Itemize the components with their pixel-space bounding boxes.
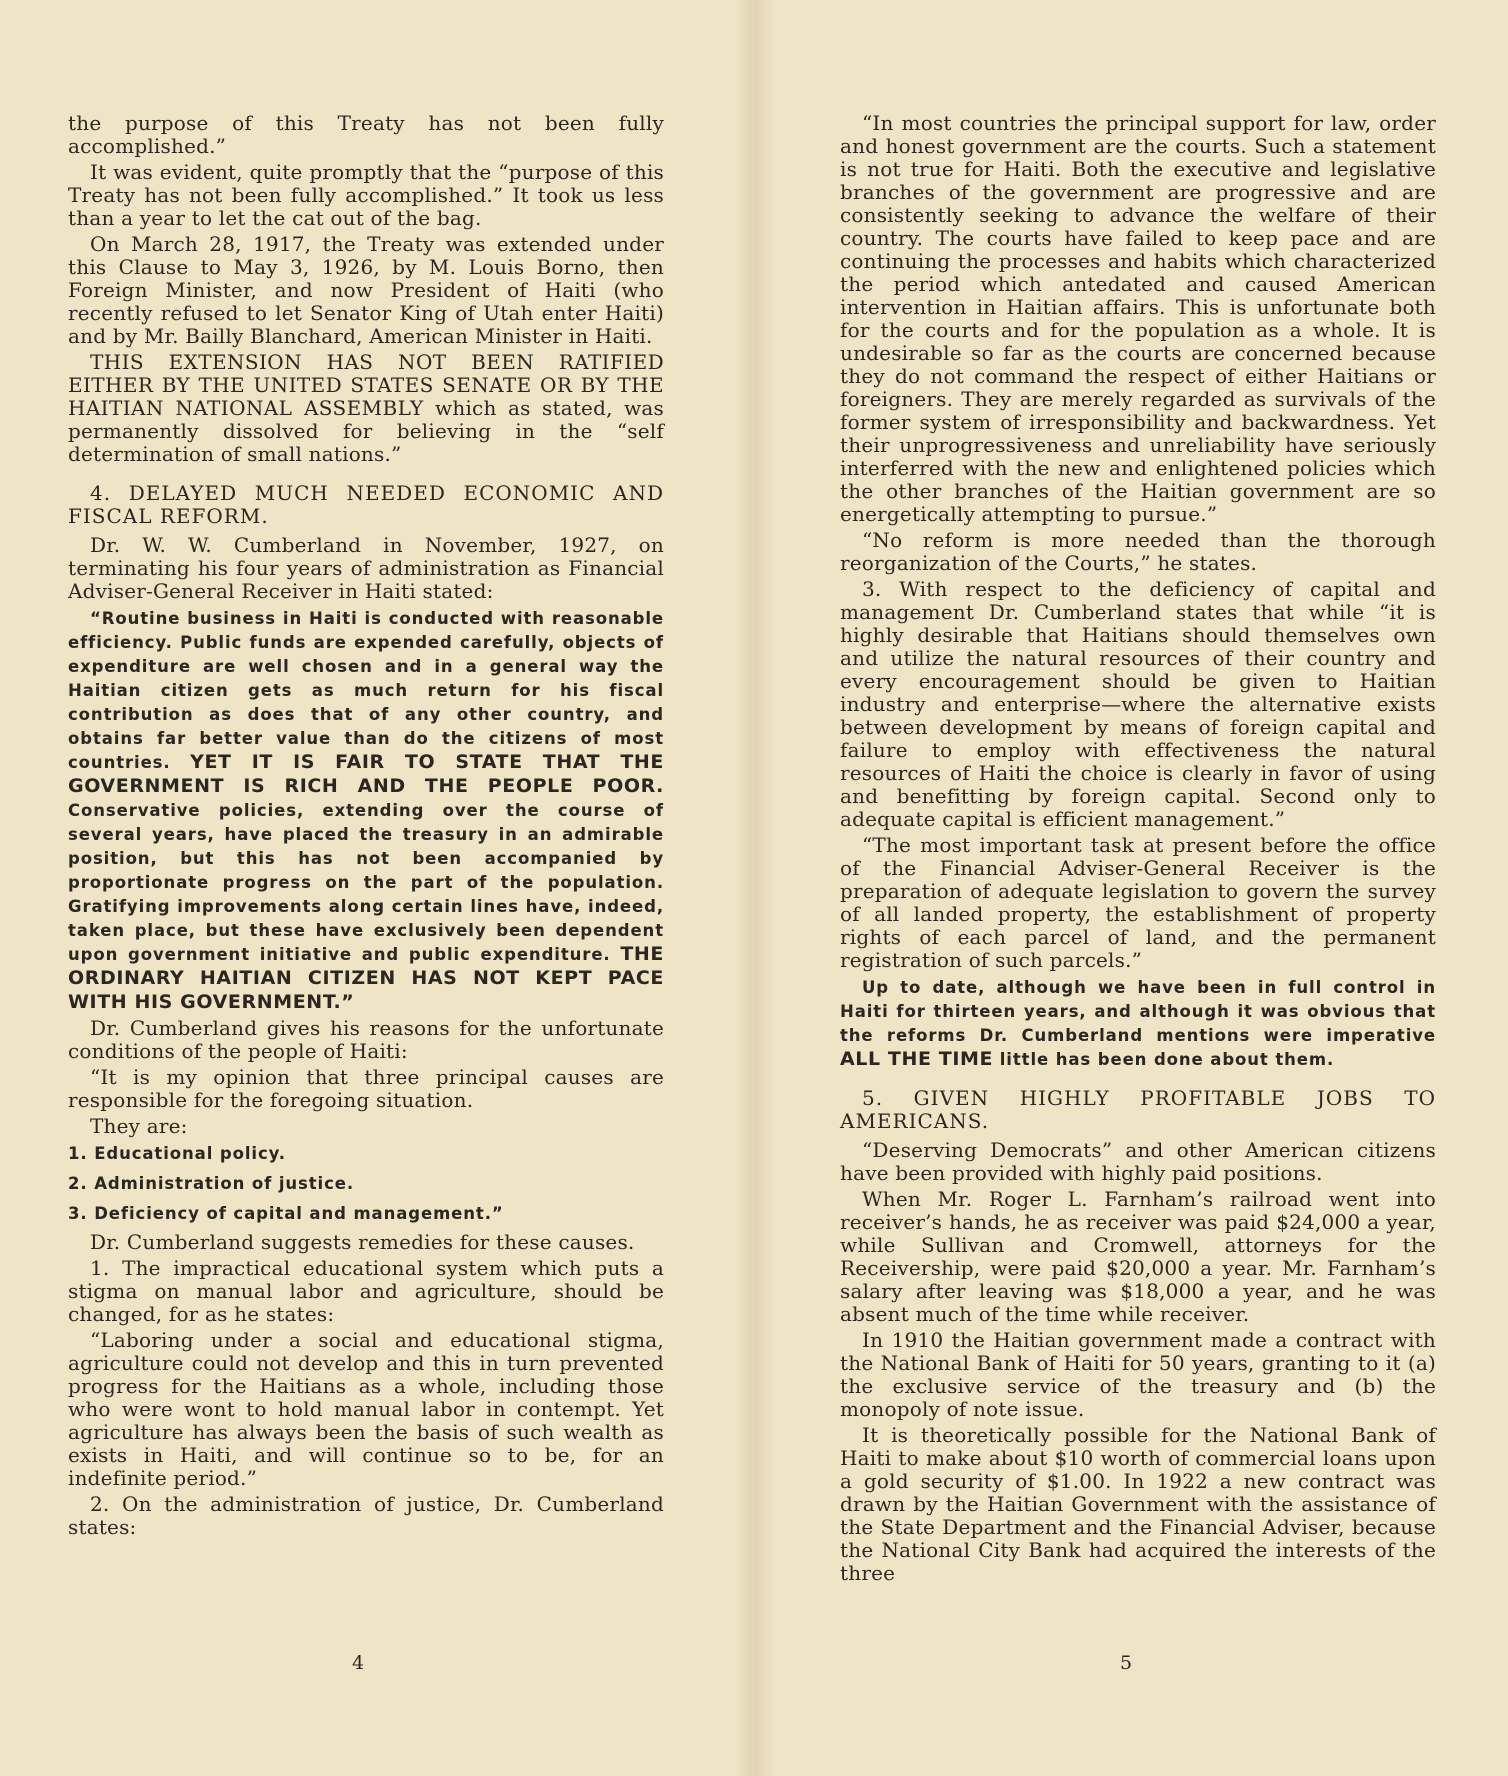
text-segment: Dr. Cumberland gives his reasons for the unfortunate conditions of the people of Haiti: <box>68 1016 664 1063</box>
paragraph <box>840 1329 1436 1421</box>
text-segment: 2. Administration of justice. <box>68 1174 355 1193</box>
text-segment: “The most important task at present before the office of the Financial Adviser-General Receiver is the preparation of adequate legislation to govern the survey of all landed property, the establishment of property rights of each parcel of land, and the permanent registration of such parcels.” <box>840 833 1436 972</box>
text-segment: 4. DELAYED MUCH NEEDED ECONOMIC AND FISCAL REFORM. <box>68 481 664 528</box>
text-segment: “No reform is more needed than the thorough reorganization of the Courts,” he states. <box>840 528 1436 575</box>
paragraph <box>840 578 1436 831</box>
paragraph <box>68 1115 664 1138</box>
text-segment: 3. With respect to the deficiency of capital and management Dr. Cumberland states that while “it is highly desirable that Haitians should themselves own and utilize the natural resources of their country and every encouragement should be given to Haitian industry and enterprise—where the alternative exists between development by means of foreign capital and failure to employ with effectiveness the natural resources of Haiti the choice is clearly in favor of using and benefitting by foreign capital. Second only to adequate capital is efficient management.” <box>840 577 1436 831</box>
paragraph <box>68 1329 664 1490</box>
text-segment: Up to date, although we have been in full control in Haiti for thirteen years, and although it was obvious that the reforms Dr. Cumberland mentions were imperative <box>840 978 1436 1045</box>
text-segment: “Laboring under a social and educational stigma, agriculture could not develop and this in turn prevented progress for the Haitians as a whole, including those who were wont to hold manual labor in contempt. Yet agriculture has always been the basis of such wealth as exists in Haiti, and will continue so to be, for an indefinite period.” <box>68 1328 664 1490</box>
paragraph <box>68 112 664 158</box>
text-segment: 1. The impractical educational system which puts a stigma on manual labor and agriculture, should be changed, for as he states: <box>68 1256 664 1326</box>
paragraph <box>68 534 664 603</box>
page-number-left: 4 <box>352 1652 365 1674</box>
list-item <box>68 1171 664 1195</box>
text-segment: On March 28, 1917, the Treaty was extended under this Clause to May 3, 1926, by M. Louis Borno, then Foreign Minister, and now President of Haiti (who recently refused to let Senator King of Utah enter Haiti) and by Mr. Bailly Blanchard, American Minister in Haiti. <box>68 232 664 348</box>
paragraph <box>68 1231 664 1254</box>
paragraph <box>68 1493 664 1539</box>
page-5-text <box>840 112 1436 1588</box>
list-item <box>68 1201 664 1225</box>
paragraph <box>68 233 664 348</box>
paragraph <box>840 1139 1436 1185</box>
text-segment: THIS EXTENSION HAS NOT BEEN RATIFIED EITHER BY THE UNITED STATES SENATE OR BY THE HAITIAN NATIONAL ASSEMBLY <box>68 350 664 420</box>
page-fold <box>735 0 775 1776</box>
paragraph <box>68 1017 664 1063</box>
text-segment: “It is my opinion that three principal causes are responsible for the foregoing situation. <box>68 1065 664 1112</box>
paragraph <box>840 1424 1436 1585</box>
paragraph <box>68 161 664 230</box>
text-segment: When Mr. Roger L. Farnham’s railroad went into receiver’s hands, he as receiver was paid $24,000 a year, while Sullivan and Cromwell, attorneys for the Receivership, were paid $20,000 a year. Mr. Farnham’s salary after leaving was $18,000 a year, and he was absent much of the time while receiver. <box>840 1187 1436 1326</box>
text-segment: “Deserving Democrats” and other American citizens have been provided with highly paid positions. <box>840 1138 1436 1185</box>
paragraph <box>68 1066 664 1112</box>
text-segment: In 1910 the Haitian government made a contract with the National Bank of Haiti for 50 years, granting to it (a) the exclusive service of the treasury and (b) the monopoly of note issue. <box>840 1328 1436 1421</box>
page-number-right: 5 <box>1120 1652 1133 1674</box>
text-segment: the purpose of this Treaty has not been fully accomplished.” <box>68 111 664 158</box>
paragraph <box>840 834 1436 972</box>
section-heading <box>68 482 664 528</box>
paragraph <box>840 529 1436 575</box>
text-segment: It was evident, quite promptly that the “purpose of this Treaty has not been fully accomplished.” It took us less than a year to let the cat out of the bag. <box>68 160 664 230</box>
paragraph <box>68 606 664 1014</box>
text-segment: Conservative policies, extending over the course of several years, have placed the treasury in an admirable position, but this has not been accompanied by proportionate progress on the part of the population. Gratifying improvements along certain lines have, indeed, taken place, but these have exclusively been dependent upon government initiative and public expenditure. <box>68 801 664 964</box>
text-segment: “Routine business in Haiti is conducted with reasonable efficiency. Public funds are expended carefully, objects of expenditure are well chosen and in a general way the Haitian citizen gets as much return for his fiscal contribution as does that of any other country, and obtains far better value than do the citizens of most countries. <box>68 609 664 772</box>
section-heading <box>840 1087 1436 1133</box>
paragraph <box>68 1257 664 1326</box>
text-segment: 3. Deficiency of capital and management.” <box>68 1204 504 1223</box>
text-segment: 2. On the administration of justice, Dr. Cumberland states: <box>68 1492 664 1539</box>
text-segment: 1. Educational policy. <box>68 1144 286 1163</box>
text-segment: Dr. Cumberland suggests remedies for these causes. <box>90 1230 635 1254</box>
page-4-text <box>68 112 664 1542</box>
paragraph <box>840 1188 1436 1326</box>
text-segment: They are: <box>90 1114 188 1138</box>
text-segment: It is theoretically possible for the National Bank of Haiti to make about $10 worth of commercial loans upon a gold security of $1.00. In 1922 a new contract was drawn by the Haitian Government with the assistance of the State Department and the Financial Adviser, because the National City Bank had acquired the interests of the three <box>840 1423 1436 1585</box>
text-segment: which as stated, was permanently dissolved for believing in the “self determination of small nations.” <box>68 396 664 466</box>
text-segment: little has been done about them. <box>993 1050 1335 1069</box>
text-segment: Dr. W. W. Cumberland in November, 1927, on terminating his four years of administration as Financial Adviser-General Receiver in Haiti stated: <box>68 533 664 603</box>
paragraph <box>68 351 664 466</box>
text-segment: 5. GIVEN HIGHLY PROFITABLE JOBS TO AMERICANS. <box>840 1086 1436 1133</box>
text-segment: ALL THE TIME <box>840 1048 994 1070</box>
list-item <box>68 1141 664 1165</box>
text-segment: “In most countries the principal support for law, order and honest government are the courts. Such a statement is not true for Haiti. Both the executive and legislative branches of the government are progressive and are consistently seeking to advance the welfare of their country. The courts have failed to keep pace and are continuing the processes and habits which characterized the period which antedated and caused American intervention in Haitian affairs. This is unfortunate both for the courts and for the population as a whole. It is undesirable so far as the courts are concerned because they do not command the respect of either Haitians or foreigners. They are merely regarded as survivals of the former system of irresponsibility and backwardness. Yet their unprogressiveness and unreliability have seriously interferred with the new and enlightened policies which the other branches of the Haitian government are so energetically attempting to pursue.” <box>840 111 1436 526</box>
paragraph <box>840 975 1436 1071</box>
paragraph <box>840 112 1436 526</box>
text-segment: THE ORDINARY HAITIAN CITIZEN HAS NOT KEPT PACE WITH HIS GOVERNMENT.” <box>68 943 664 1013</box>
text-segment: YET IT IS FAIR TO STATE THAT THE GOVERNMENT IS RICH AND THE PEOPLE POOR. <box>68 751 664 797</box>
